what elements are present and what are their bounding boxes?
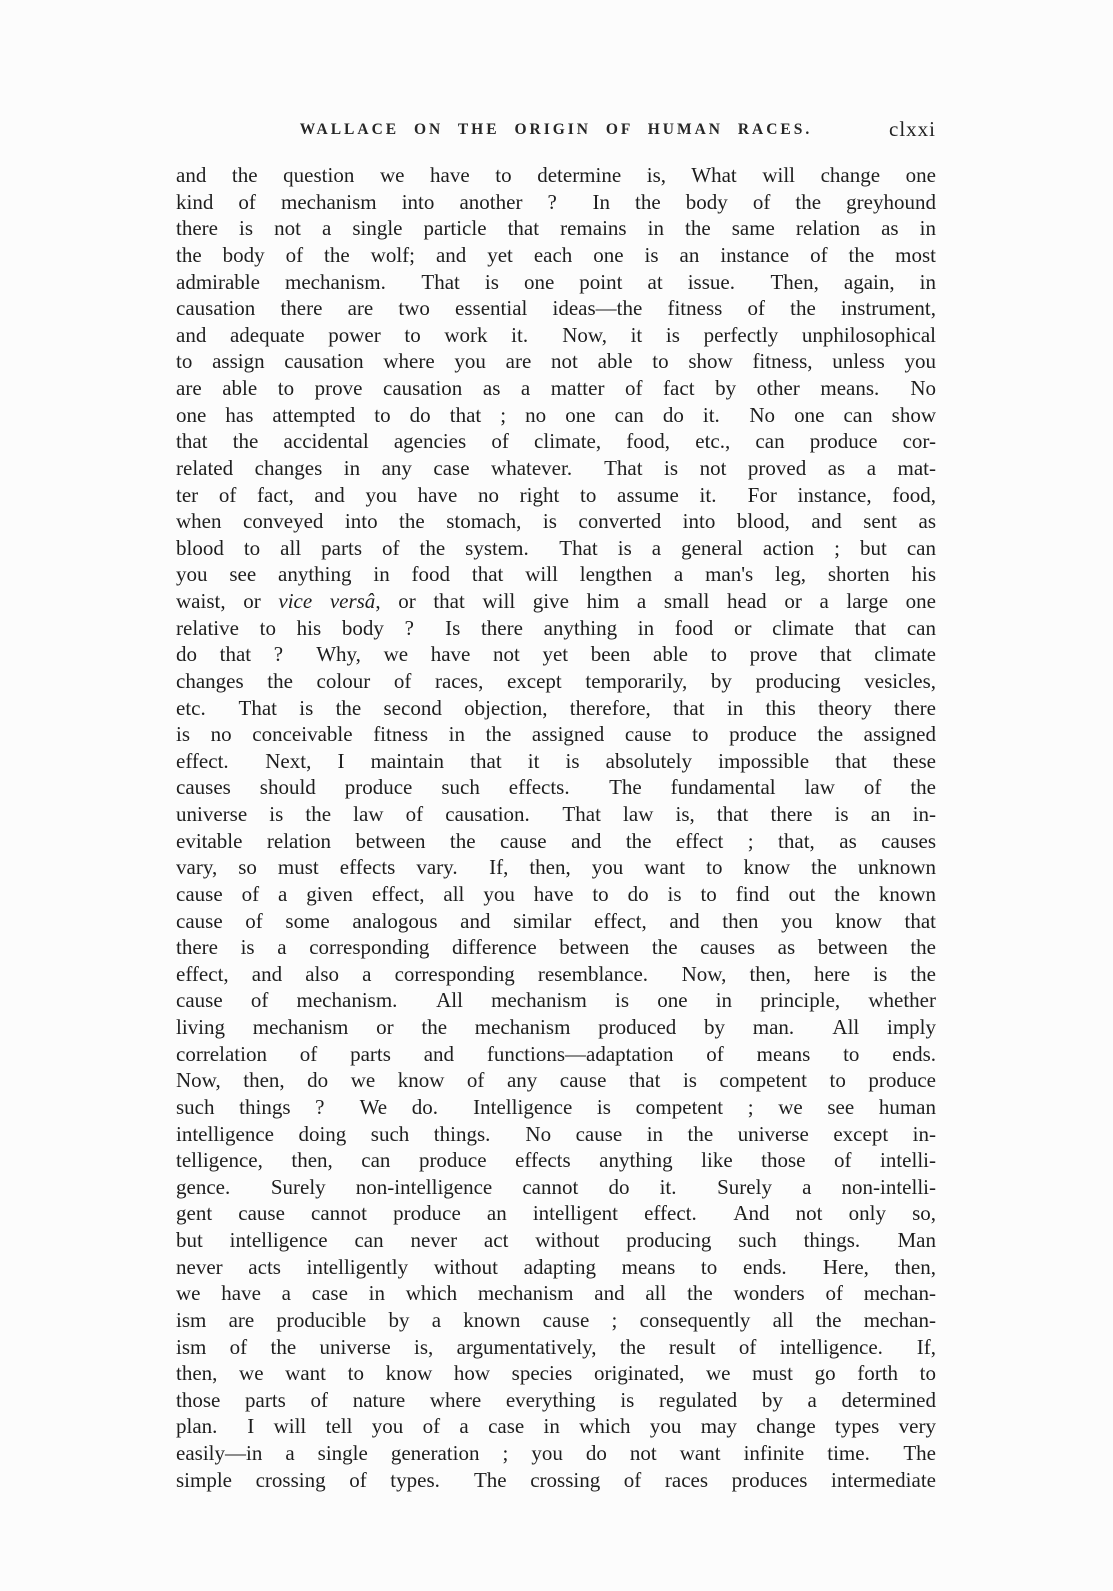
text-line: then, we want to know how species originated, we must go forth to: [176, 1361, 936, 1386]
text-line: universe is the law of causation. That law is, that there is an in-: [176, 802, 936, 826]
text-line: to assign causation where you are not able to show fitness, unless you: [176, 349, 936, 374]
text-line: Now, then, do we know of any cause that is competent to produce: [176, 1068, 936, 1093]
text-line: evitable relation between the cause and the effect ; that, as causes: [176, 828, 936, 853]
text-line: never acts intelligently without adapting means to ends. Here, then,: [176, 1254, 936, 1279]
text-line: blood to all parts of the system. That is a general action ; but can: [176, 535, 936, 560]
text-line: and adequate power to work it. Now, it is perfectly unphilosophical: [176, 322, 936, 347]
text-line: vary, so must effects vary. If, then, you want to know the unknown: [176, 855, 936, 880]
text-line: there is a corresponding difference between the causes as between the: [176, 935, 936, 960]
text-line: when conveyed into the stomach, is converted into blood, and sent as: [176, 509, 936, 534]
text-line: admirable mechanism. That is one point at issue. Then, again, in: [176, 269, 936, 294]
text-line: etc. That is the second objection, therefore, that in this theory there: [176, 695, 936, 720]
text-line: there is not a single particle that remains in the same relation as in: [176, 216, 936, 241]
text-line: but intelligence can never act without producing such things. Man: [176, 1228, 936, 1252]
text-line: gent cause cannot produce an intelligent effect. And not only so,: [176, 1201, 936, 1226]
header-title: WALLACE ON THE ORIGIN OF HUMAN RACES.: [299, 121, 813, 138]
text-line: that the accidental agencies of climate, food, etc., can produce cor-: [176, 429, 936, 454]
text-line: waist, or vice versâ, or that will give him a small head or a large one: [176, 589, 936, 613]
text-line: causes should produce such effects. The fundamental law of the: [176, 775, 936, 800]
text-line: living mechanism or the mechanism produced by man. All imply: [176, 1015, 936, 1039]
text-line: gence. Surely non-intelligence cannot do it. Surely a non-intelli-: [176, 1174, 936, 1199]
text-line: changes the colour of races, except temporarily, by producing vesicles,: [176, 668, 936, 693]
text-line: cause of mechanism. All mechanism is one in principle, whether: [176, 988, 936, 1013]
text-line: such things ? We do. Intelligence is competent ; we see human: [176, 1094, 936, 1119]
text-line: we have a case in which mechanism and all the wonders of mechan-: [176, 1281, 936, 1306]
text-line: cause of a given effect, all you have to do is to find out the known: [176, 881, 936, 906]
text-line: you see anything in food that will lengthen a man's leg, shorten his: [176, 562, 936, 587]
text-line: telligence, then, can produce effects anything like those of intelli-: [176, 1148, 936, 1173]
text-line: ism are producible by a known cause ; consequently all the mechan-: [176, 1307, 936, 1332]
text-line: easily—in a single generation ; you do not want infinite time. The: [176, 1441, 936, 1465]
text-line: causation there are two essential ideas—the fitness of the instrument,: [176, 296, 936, 321]
text-line: the body of the wolf; and yet each one is an instance of the most: [176, 242, 936, 267]
text-line: related changes in any case whatever. That is not proved as a mat-: [176, 455, 936, 480]
text-line: ism of the universe is, argumentatively, the result of intelligence. If,: [176, 1334, 936, 1359]
text-line: intelligence doing such things. No cause in the universe except in-: [176, 1121, 936, 1146]
text-line: plan. I will tell you of a case in which you may change types very: [176, 1414, 936, 1439]
page-header: [176, 117, 936, 141]
text-line: those parts of nature where everything is regulated by a determined: [176, 1387, 936, 1412]
text-line: are able to prove causation as a matter of fact by other means. No: [176, 376, 936, 400]
page-number: clxxi: [889, 117, 936, 141]
text-line: kind of mechanism into another ? In the body of the greyhound: [176, 189, 936, 214]
text-line: relative to his body ? Is there anything in food or climate that can: [176, 615, 936, 640]
text-line: ter of fact, and you have no right to assume it. For instance, food,: [176, 482, 936, 507]
body-text: [176, 162, 936, 1493]
text-line: cause of some analogous and similar effect, and then you know that: [176, 908, 936, 933]
text-line: effect. Next, I maintain that it is absolutely impossible that these: [176, 748, 936, 773]
text-line: simple crossing of types. The crossing of races produces intermediate: [176, 1467, 936, 1492]
text-line: and the question we have to determine is, What will change one: [176, 163, 936, 187]
text-line: one has attempted to do that ; no one can do it. No one can show: [176, 402, 936, 427]
text-line: effect, and also a corresponding resemblance. Now, then, here is the: [176, 961, 936, 986]
text-line: correlation of parts and functions—adaptation of means to ends.: [176, 1041, 936, 1066]
text-line: do that ? Why, we have not yet been able to prove that climate: [176, 642, 936, 667]
text-line: is no conceivable fitness in the assigned cause to produce the assigned: [176, 722, 936, 747]
